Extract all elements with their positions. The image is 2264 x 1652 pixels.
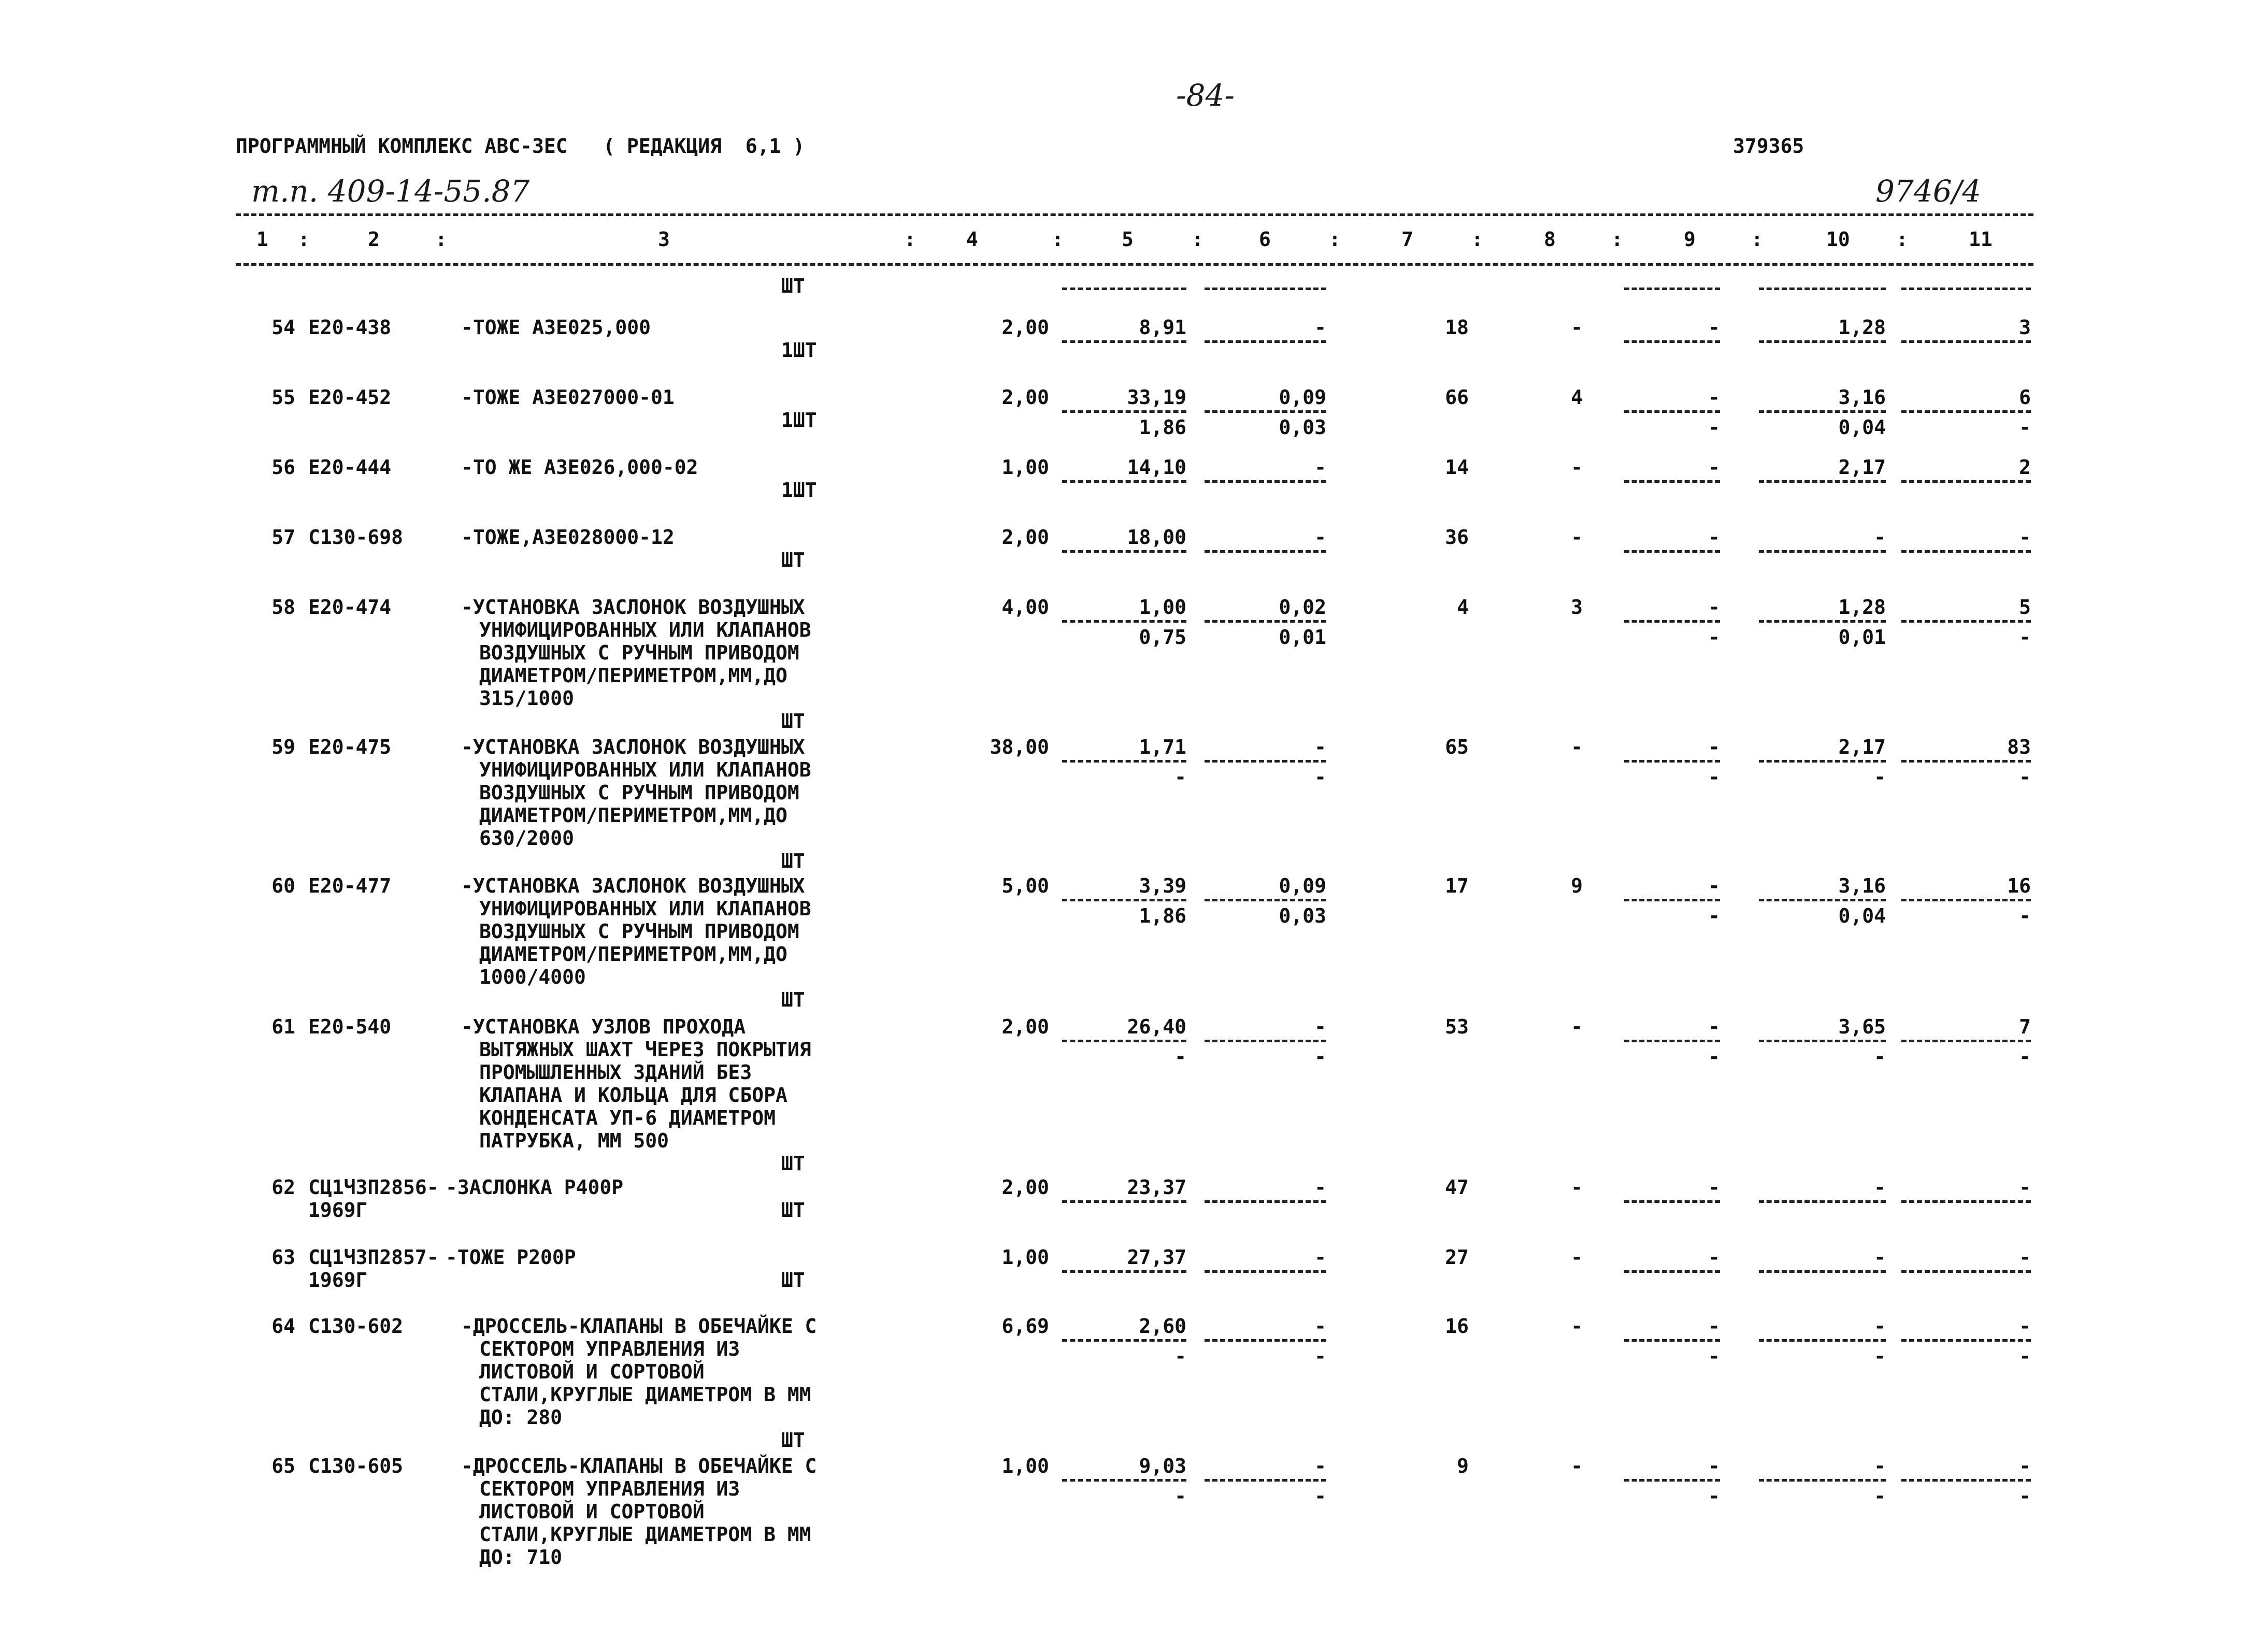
work-description-line: ПРОМЫШЛЕННЫХ ЗДАНИЙ БЕЗ [479, 1061, 752, 1084]
unit-of-measure: ШТ [781, 1199, 805, 1222]
cell-c6: - [1314, 1246, 1326, 1269]
cell-divider-c11 [1901, 620, 2031, 623]
header-bottom-rule [236, 263, 2033, 266]
cell-secondary-c5: 1,86 [1139, 904, 1186, 927]
cell-c9: - [1708, 526, 1720, 549]
cell-divider-c11 [1901, 480, 2031, 483]
cell-c5: 1,00 [1139, 596, 1186, 619]
unit-of-measure: 1ШТ [781, 479, 817, 501]
cell-secondary-c9: - [1708, 1045, 1720, 1068]
cell-secondary-c10: - [1874, 1485, 1886, 1507]
cell-c4: 2,00 [1001, 386, 1049, 409]
work-description-line: -ТО ЖЕ А3Е026,000-02 [461, 456, 698, 479]
cell-c11: 6 [2019, 386, 2031, 409]
cell-c7: 18 [1445, 316, 1469, 339]
cell-secondary-c11: - [2019, 1045, 2031, 1068]
column-separator: : [1052, 228, 1064, 251]
cell-c8: - [1571, 1315, 1583, 1338]
column-separator: : [298, 228, 310, 251]
cell-c7: 4 [1457, 596, 1469, 619]
cell-c6: - [1314, 1015, 1326, 1038]
cell-c8: - [1571, 736, 1583, 758]
rate-code: Е20-444 [308, 456, 392, 479]
row-number: 58 [271, 596, 295, 619]
cell-divider-c9 [1624, 620, 1720, 623]
cell-divider-c6 [1205, 1339, 1326, 1342]
cell-secondary-c9: - [1708, 904, 1720, 927]
cell-divider-c6 [1205, 550, 1326, 553]
work-description-line: КЛАПАНА И КОЛЬЦА ДЛЯ СБОРА [479, 1084, 787, 1107]
cell-secondary-c10: - [1874, 1045, 1886, 1068]
cell-c8: - [1571, 1015, 1583, 1038]
cell-c10: 3,65 [1838, 1015, 1886, 1038]
cell-divider-c5 [1062, 899, 1186, 901]
cell-c4: 6,69 [1001, 1315, 1049, 1338]
cell-secondary-c10: 0,04 [1838, 904, 1886, 927]
cell-divider-c6 [1205, 1040, 1326, 1042]
row-number: 56 [271, 456, 295, 479]
work-description-line: -ТОЖЕ,А3Е028000-12 [461, 526, 675, 549]
cell-c8: - [1571, 1176, 1583, 1199]
cell-divider-c5 [1062, 288, 1186, 290]
work-description-line: ВОЗДУШНЫХ С РУЧНЫМ ПРИВОДОМ [479, 641, 799, 664]
cell-c9: - [1708, 456, 1720, 479]
cell-divider-c10 [1759, 1479, 1886, 1482]
cell-c11: 16 [2007, 874, 2031, 897]
work-description-line: УНИФИЦИРОВАННЫХ ИЛИ КЛАПАНОВ [479, 619, 811, 641]
cell-secondary-c9: - [1708, 626, 1720, 649]
cell-divider-c5 [1062, 1479, 1186, 1482]
cell-c6: - [1314, 1455, 1326, 1477]
cell-c4: 2,00 [1001, 316, 1049, 339]
work-description-line: -ДРОССЕЛЬ-КЛАПАНЫ В ОБЕЧАЙКЕ С [461, 1455, 817, 1477]
row-number: 55 [271, 386, 295, 409]
cell-c5: 14,10 [1127, 456, 1186, 479]
work-description-line: ДО: 710 [479, 1546, 563, 1569]
cell-secondary-c5: 1,86 [1139, 416, 1186, 439]
work-description-line: -УСТАНОВКА УЗЛОВ ПРОХОДА [461, 1015, 746, 1038]
cell-c6: - [1314, 526, 1326, 549]
cell-c9: - [1708, 736, 1720, 758]
cell-c8: - [1571, 456, 1583, 479]
cell-divider-c10 [1759, 1339, 1886, 1342]
cell-divider-c10 [1759, 899, 1886, 901]
cell-divider-c11 [1901, 410, 2031, 413]
cell-divider-c5 [1062, 480, 1186, 483]
cell-secondary-c11: - [2019, 1345, 2031, 1368]
cell-c4: 2,00 [1001, 1015, 1049, 1038]
cell-divider-c10 [1759, 1040, 1886, 1042]
cell-divider-c5 [1062, 340, 1186, 343]
cell-c6: 0,09 [1279, 386, 1326, 409]
cell-c11: 7 [2019, 1015, 2031, 1038]
cell-divider-c10 [1759, 1270, 1886, 1273]
cell-c7: 36 [1445, 526, 1469, 549]
cell-secondary-c6: - [1314, 1345, 1326, 1368]
rate-code: СЦ1Ч3П2857- [308, 1246, 439, 1269]
unit-of-measure: 1ШТ [781, 339, 817, 362]
cell-c10: - [1874, 526, 1886, 549]
cell-secondary-c5: - [1174, 1345, 1186, 1368]
cell-c10: 3,16 [1838, 874, 1886, 897]
cell-divider-c11 [1901, 1339, 2031, 1342]
cell-c6: - [1314, 1176, 1326, 1199]
cell-divider-c5 [1062, 550, 1186, 553]
cell-c5: 23,37 [1127, 1176, 1186, 1199]
cell-secondary-c5: - [1174, 1045, 1186, 1068]
cell-c11: - [2019, 1315, 2031, 1338]
column-header-11: 11 [1969, 228, 1993, 251]
column-separator: : [904, 228, 916, 251]
cell-secondary-c10: - [1874, 766, 1886, 788]
cell-divider-c9 [1624, 1339, 1720, 1342]
cell-divider-c11 [1901, 1040, 2031, 1042]
row-number: 61 [271, 1015, 295, 1038]
cell-c9: - [1708, 386, 1720, 409]
cell-divider-c10 [1759, 288, 1886, 290]
cell-divider-c11 [1901, 899, 2031, 901]
cell-c9: - [1708, 1315, 1720, 1338]
rate-code: С130-602 [308, 1315, 404, 1338]
cell-c4: 2,00 [1001, 526, 1049, 549]
cell-c5: 9,03 [1139, 1455, 1186, 1477]
column-header-3: 3 [658, 228, 670, 251]
row-number: 59 [271, 736, 295, 758]
rate-code: Е20-477 [308, 874, 392, 897]
cell-divider-c11 [1901, 1200, 2031, 1203]
cell-c4: 1,00 [1001, 1246, 1049, 1269]
cell-divider-c5 [1062, 410, 1186, 413]
cell-divider-c10 [1759, 760, 1886, 763]
work-description-line: УНИФИЦИРОВАННЫХ ИЛИ КЛАПАНОВ [479, 758, 811, 781]
work-description-line: ДО: 280 [479, 1406, 563, 1429]
work-description-line: 1000/4000 [479, 966, 586, 988]
cell-divider-c11 [1901, 760, 2031, 763]
work-description-line: ДИАМЕТРОМ/ПЕРИМЕТРОМ,ММ,ДО [479, 943, 787, 966]
unit-of-measure: ШТ [781, 1152, 805, 1175]
cell-c8: 3 [1571, 596, 1583, 619]
cell-divider-c6 [1205, 760, 1326, 763]
cell-divider-c9 [1624, 340, 1720, 343]
unit-of-measure: 1ШТ [781, 409, 817, 432]
cell-secondary-c10: 0,04 [1838, 416, 1886, 439]
cell-c9: - [1708, 1015, 1720, 1038]
cell-secondary-c9: - [1708, 416, 1720, 439]
cell-divider-c9 [1624, 1270, 1720, 1273]
cell-secondary-c6: 0,03 [1279, 416, 1326, 439]
column-header-6: 6 [1259, 228, 1271, 251]
cell-divider-c9 [1624, 899, 1720, 901]
cell-c5: 2,60 [1139, 1315, 1186, 1338]
cell-divider-c11 [1901, 340, 2031, 343]
cell-divider-c9 [1624, 480, 1720, 483]
cell-divider-c11 [1901, 288, 2031, 290]
cell-c8: 9 [1571, 874, 1583, 897]
cell-divider-c10 [1759, 480, 1886, 483]
column-separator: : [1611, 228, 1623, 251]
unit-of-measure: ШТ [781, 710, 805, 732]
cell-divider-c6 [1205, 410, 1326, 413]
cell-c5: 3,39 [1139, 874, 1186, 897]
cell-c7: 17 [1445, 874, 1469, 897]
cell-c4: 1,00 [1001, 456, 1049, 479]
cell-c9: - [1708, 1246, 1720, 1269]
price-year: 1969Г [308, 1199, 368, 1222]
work-description-line: ЛИСТОВОЙ И СОРТОВОЙ [479, 1360, 705, 1383]
column-header-8: 8 [1544, 228, 1556, 251]
cell-divider-c10 [1759, 550, 1886, 553]
cell-secondary-c11: - [2019, 766, 2031, 788]
column-separator: : [1751, 228, 1763, 251]
cell-secondary-c11: - [2019, 626, 2031, 649]
cell-c6: 0,09 [1279, 874, 1326, 897]
rate-code: Е20-474 [308, 596, 392, 619]
work-description-line: -УСТАНОВКА ЗАСЛОНОК ВОЗДУШНЫХ [461, 874, 805, 897]
cell-c7: 14 [1445, 456, 1469, 479]
cell-divider-c9 [1624, 550, 1720, 553]
cell-secondary-c10: - [1874, 1345, 1886, 1368]
cell-c10: 1,28 [1838, 596, 1886, 619]
cell-secondary-c11: - [2019, 1485, 2031, 1507]
rate-code: Е20-475 [308, 736, 392, 758]
cell-c7: 66 [1445, 386, 1469, 409]
work-description-line: ВОЗДУШНЫХ С РУЧНЫМ ПРИВОДОМ [479, 920, 799, 943]
cell-c10: - [1874, 1246, 1886, 1269]
cell-c4: 5,00 [1001, 874, 1049, 897]
column-header-2: 2 [368, 228, 380, 251]
cell-c11: - [2019, 1246, 2031, 1269]
cell-divider-c10 [1759, 620, 1886, 623]
cell-divider-c5 [1062, 760, 1186, 763]
cell-c7: 27 [1445, 1246, 1469, 1269]
cell-c10: 1,28 [1838, 316, 1886, 339]
row-number: 63 [271, 1246, 295, 1269]
cell-divider-c6 [1205, 288, 1326, 290]
cell-c7: 16 [1445, 1315, 1469, 1338]
work-description-line: СЕКТОРОМ УПРАВЛЕНИЯ ИЗ [479, 1338, 740, 1360]
cell-c11: 5 [2019, 596, 2031, 619]
rate-code: Е20-540 [308, 1015, 392, 1038]
cell-divider-c9 [1624, 288, 1720, 290]
cell-c8: 4 [1571, 386, 1583, 409]
cell-divider-c9 [1624, 1040, 1720, 1042]
work-description-line: ПАТРУБКА, ММ 500 [479, 1129, 669, 1152]
cell-c11: - [2019, 526, 2031, 549]
work-description-line: КОНДЕНСАТА УП-6 ДИАМЕТРОМ [479, 1107, 776, 1129]
cell-c4: 2,00 [1001, 1176, 1049, 1199]
column-header-5: 5 [1122, 228, 1134, 251]
work-description-line: -ТОЖЕ Р200Р [446, 1246, 576, 1269]
cell-divider-c10 [1759, 410, 1886, 413]
cell-c8: - [1571, 1455, 1583, 1477]
rate-code: Е20-452 [308, 386, 392, 409]
cell-divider-c5 [1062, 1339, 1186, 1342]
column-header-1: 1 [256, 228, 268, 251]
work-description-line: -УСТАНОВКА ЗАСЛОНОК ВОЗДУШНЫХ [461, 736, 805, 758]
cell-secondary-c9: - [1708, 1485, 1720, 1507]
work-description-line: ДИАМЕТРОМ/ПЕРИМЕТРОМ,ММ,ДО [479, 804, 787, 827]
cell-divider-c6 [1205, 1270, 1326, 1273]
cell-c5: 8,91 [1139, 316, 1186, 339]
work-description-line: ЛИСТОВОЙ И СОРТОВОЙ [479, 1500, 705, 1523]
work-description-line: -ТОЖЕ А3Е027000-01 [461, 386, 675, 409]
column-separator: : [1896, 228, 1908, 251]
work-description-line: -ЗАСЛОНКА Р400Р [446, 1176, 624, 1199]
cell-c7: 53 [1445, 1015, 1469, 1038]
rate-code: С130-605 [308, 1455, 404, 1477]
cell-c4: 4,00 [1001, 596, 1049, 619]
cell-c11: - [2019, 1455, 2031, 1477]
cell-divider-c9 [1624, 410, 1720, 413]
cell-secondary-c11: - [2019, 904, 2031, 927]
cell-c8: - [1571, 1246, 1583, 1269]
cell-divider-c9 [1624, 760, 1720, 763]
cell-divider-c11 [1901, 1270, 2031, 1273]
cell-c4: 1,00 [1001, 1455, 1049, 1477]
project-reference: т.п. 409-14-55.87 [251, 174, 530, 209]
cell-divider-c5 [1062, 620, 1186, 623]
price-year: 1969Г [308, 1269, 368, 1291]
cell-c11: 2 [2019, 456, 2031, 479]
cell-c11: 83 [2007, 736, 2031, 758]
cell-divider-c6 [1205, 899, 1326, 901]
cell-secondary-c6: - [1314, 1485, 1326, 1507]
cell-c4: 38,00 [990, 736, 1049, 758]
cell-secondary-c5: 0,75 [1139, 626, 1186, 649]
unit-of-measure: ШТ [781, 1269, 805, 1291]
cell-c8: - [1571, 526, 1583, 549]
cell-secondary-c6: - [1314, 766, 1326, 788]
cell-c11: 3 [2019, 316, 2031, 339]
work-description-line: -УСТАНОВКА ЗАСЛОНОК ВОЗДУШНЫХ [461, 596, 805, 619]
cell-secondary-c10: 0,01 [1838, 626, 1886, 649]
work-description-line: ВОЗДУШНЫХ С РУЧНЫМ ПРИВОДОМ [479, 781, 799, 804]
work-description-line: УНИФИЦИРОВАННЫХ ИЛИ КЛАПАНОВ [479, 897, 811, 920]
cell-divider-c5 [1062, 1270, 1186, 1273]
cell-c6: 0,02 [1279, 596, 1326, 619]
cell-c5: 27,37 [1127, 1246, 1186, 1269]
cell-secondary-c11: - [2019, 416, 2031, 439]
cell-c10: 2,17 [1838, 736, 1886, 758]
cell-c5: 1,71 [1139, 736, 1186, 758]
cell-c7: 9 [1457, 1455, 1469, 1477]
row-number: 60 [271, 874, 295, 897]
cell-divider-c11 [1901, 550, 2031, 553]
sheet-reference: 9746/4 [1875, 174, 1982, 209]
cell-secondary-c9: - [1708, 766, 1720, 788]
cell-divider-c9 [1624, 1479, 1720, 1482]
cell-c10: 3,16 [1838, 386, 1886, 409]
work-description-line: ДИАМЕТРОМ/ПЕРИМЕТРОМ,ММ,ДО [479, 664, 787, 687]
row-number: 65 [271, 1455, 295, 1477]
document-code: 379365 [1733, 135, 1804, 157]
cell-divider-c6 [1205, 480, 1326, 483]
column-separator: : [1471, 228, 1483, 251]
cell-c8: - [1571, 316, 1583, 339]
header-top-rule [236, 213, 2033, 216]
cell-divider-c6 [1205, 1479, 1326, 1482]
work-description-line: СТАЛИ,КРУГЛЫЕ ДИАМЕТРОМ В ММ [479, 1383, 811, 1406]
unit-of-measure: ШТ [781, 549, 805, 571]
rate-code: СЦ1Ч3П2856- [308, 1176, 439, 1199]
cell-c10: - [1874, 1315, 1886, 1338]
cell-c9: - [1708, 874, 1720, 897]
cell-divider-c11 [1901, 1479, 2031, 1482]
work-description-line: ВЫТЯЖНЫХ ШАХТ ЧЕРЕЗ ПОКРЫТИЯ [479, 1038, 811, 1061]
page-number: -84- [1176, 78, 1235, 113]
cell-secondary-c6: 0,03 [1279, 904, 1326, 927]
cell-secondary-c5: - [1174, 766, 1186, 788]
cell-c9: - [1708, 1176, 1720, 1199]
cell-divider-c5 [1062, 1040, 1186, 1042]
work-description-line: СЕКТОРОМ УПРАВЛЕНИЯ ИЗ [479, 1477, 740, 1500]
work-description-line: СТАЛИ,КРУГЛЫЕ ДИАМЕТРОМ В ММ [479, 1523, 811, 1546]
cell-c10: 2,17 [1838, 456, 1886, 479]
cell-secondary-c9: - [1708, 1345, 1720, 1368]
row-number: 62 [271, 1176, 295, 1199]
rate-code: Е20-438 [308, 316, 392, 339]
rate-code: С130-698 [308, 526, 404, 549]
cell-c11: - [2019, 1176, 2031, 1199]
cell-c9: - [1708, 316, 1720, 339]
cell-divider-c6 [1205, 620, 1326, 623]
row-number: 64 [271, 1315, 295, 1338]
cell-divider-c6 [1205, 340, 1326, 343]
cell-c5: 26,40 [1127, 1015, 1186, 1038]
work-description-line: -ТОЖЕ А3Е025,000 [461, 316, 651, 339]
column-header-7: 7 [1401, 228, 1413, 251]
unit-of-measure: ШТ [781, 1429, 805, 1452]
column-separator: : [435, 228, 447, 251]
column-header-9: 9 [1684, 228, 1696, 251]
row-number: 54 [271, 316, 295, 339]
column-header-4: 4 [966, 228, 978, 251]
cell-secondary-c6: 0,01 [1279, 626, 1326, 649]
work-description-line: 630/2000 [479, 827, 575, 850]
cell-c5: 33,19 [1127, 386, 1186, 409]
work-description-line: -ДРОССЕЛЬ-КЛАПАНЫ В ОБЕЧАЙКЕ С [461, 1315, 817, 1338]
cell-c7: 65 [1445, 736, 1469, 758]
cell-divider-c10 [1759, 1200, 1886, 1203]
cell-divider-c5 [1062, 1200, 1186, 1203]
cell-c9: - [1708, 596, 1720, 619]
cell-c6: - [1314, 1315, 1326, 1338]
cell-secondary-c6: - [1314, 1045, 1326, 1068]
unit-of-measure: ШТ [781, 988, 805, 1011]
cell-c9: - [1708, 1455, 1720, 1477]
work-description-line: 315/1000 [479, 687, 575, 710]
column-separator: : [1329, 228, 1341, 251]
cell-secondary-c5: - [1174, 1485, 1186, 1507]
cell-c5: 18,00 [1127, 526, 1186, 549]
cell-c7: 47 [1445, 1176, 1469, 1199]
column-separator: : [1192, 228, 1203, 251]
cell-divider-c9 [1624, 1200, 1720, 1203]
program-header: ПРОГРАММНЫЙ КОМПЛЕКС АВС-3ЕС ( РЕДАКЦИЯ 6,1 ) [236, 135, 805, 157]
cell-c6: - [1314, 736, 1326, 758]
unit-of-measure: ШТ [781, 850, 805, 872]
column-header-10: 10 [1826, 228, 1850, 251]
cell-divider-c10 [1759, 340, 1886, 343]
cell-divider-c6 [1205, 1200, 1326, 1203]
continued-unit: ШТ [781, 275, 805, 297]
row-number: 57 [271, 526, 295, 549]
cell-c10: - [1874, 1176, 1886, 1199]
cell-c6: - [1314, 456, 1326, 479]
cell-c6: - [1314, 316, 1326, 339]
cell-c10: - [1874, 1455, 1886, 1477]
